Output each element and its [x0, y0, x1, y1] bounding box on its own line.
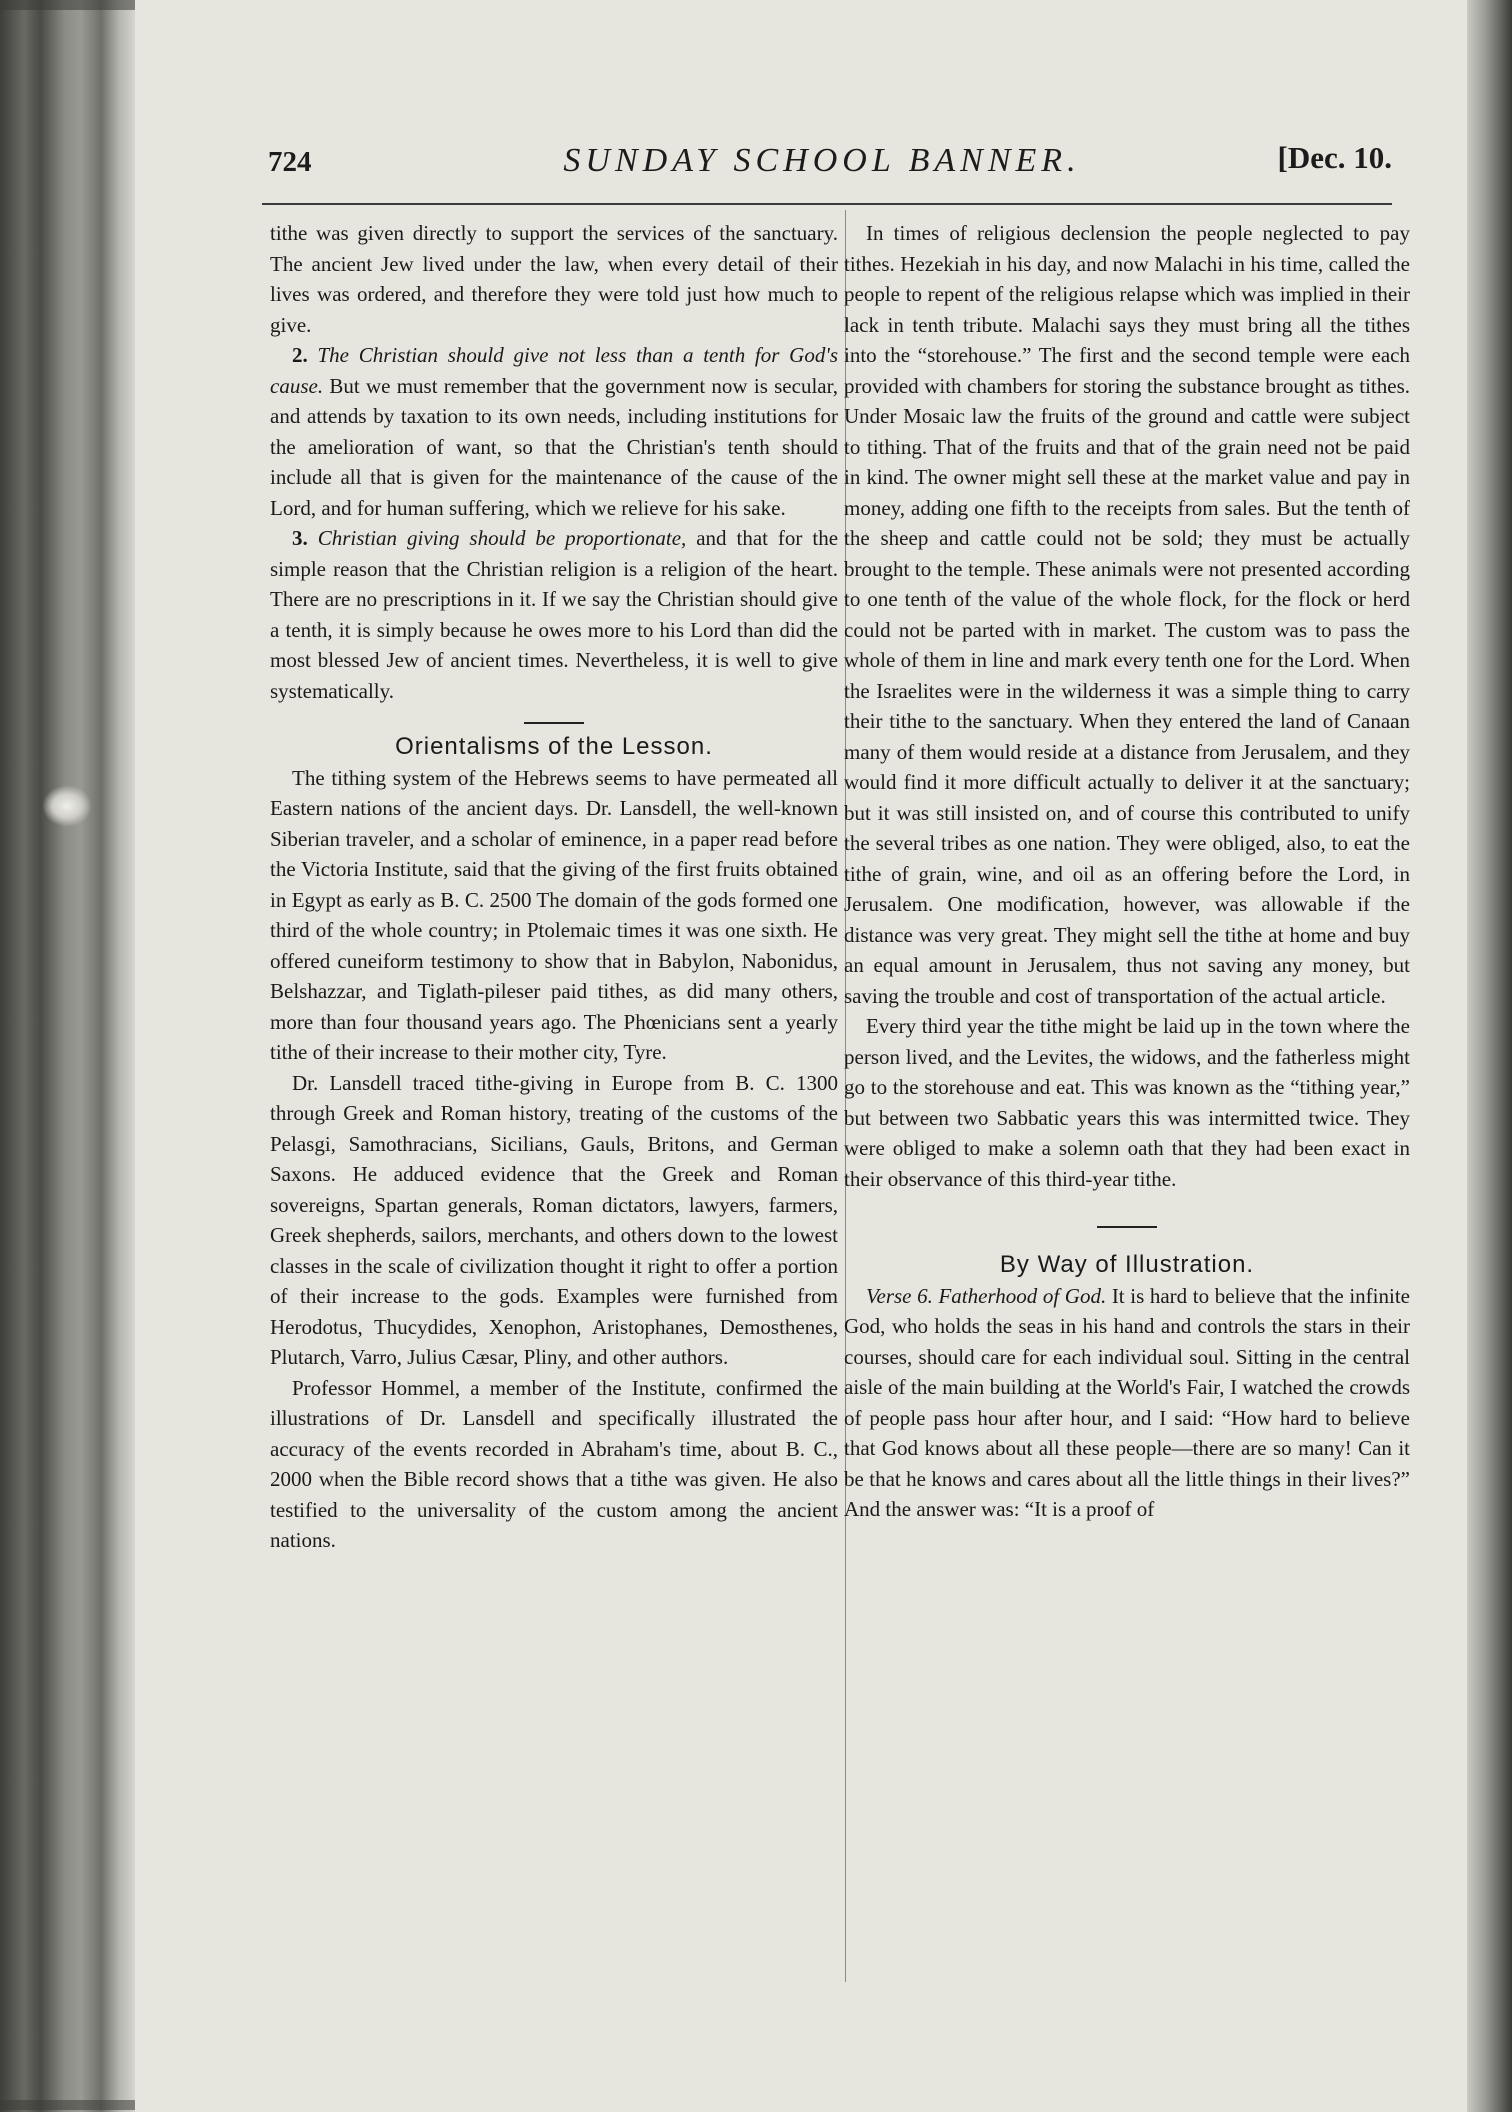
page-number: 724: [268, 146, 312, 178]
section-heading: By Way of Illustration.: [999, 1251, 1255, 1278]
paragraph: tithe was given directly to support the services of the sanctuary. The ancient Jew lived under the law, when every detail of their lives was ordered, and therefore they were told just how much to give.: [270, 221, 838, 337]
section-rule: [270, 706, 838, 732]
paragraph: Every third year the tithe might be laid up in the town where the person lived, and the Levites, the widows, and the fatherless might go to the storehouse and eat. This was known as the “tithing year,” but between two Sabbatic years this was intermitted twice. They were obliged to make a solemn oath that they had been exact in their observance of this third-year tithe.: [844, 1014, 1410, 1191]
paper-blemish: [42, 785, 92, 827]
paragraph: In times of religious declension the people neglected to pay tithes. Hezekiah in his day, and now Malachi in his time, called the people to repent of the religious relapse which was implied in their lack in tenth tribute. Malachi says they must bring all the tithes into the “storehouse.” The first and the second temple were each provided with chambers for storing the substance brought as tithes. Under Mosaic law the fruits of the ground and cattle were subject to tithing. That of the fruits and that of the grain need not be paid in kind. The owner might sell these at the market value and pay in money, adding one fifth to the receipts from sales. But the tenth of the sheep and cattle could not be sold; they must be actually brought to the temple. These animals were not presented according to one tenth of the value of the whole flock, for the flock or herd could not be parted with in market. The custom was to pass the whole of them in line and mark every tenth one for the Lord. When the Israelites were in the wilderness it was a simple thing to carry their tithe to the sanctuary. When they entered the land of Canaan many of them would reside at a distance from Jerusalem, and they would find it more difficult actually to deliver it at the sanctuary; but it was still insisted on, and of course this contributed to unify the several tribes as one nation. They were obliged, also, to eat the tithe of grain, wine, and oil as an offering before the Lord, in Jerusalem. One modification, however, was allowable if the distance was very great. They might sell the tithe at home and buy an equal amount in Jerusalem, thus not saving any money, but saving the trouble and cost of transportation of the actual article.: [844, 221, 1410, 1008]
paragraph-text: and that for the simple reason that the Christian religion is a religion of the heart. There are no prescriptions in it. If we say the Christian should give a tenth, it is simply because he owes more to his Lord than did the most blessed Jew of ancient times. Nevertheless, it is well to give systematically.: [270, 526, 839, 703]
page-edge: [1467, 0, 1512, 2112]
paragraph-text: It is hard to believe that the infinite God, who holds the seas in his hand and controls the stars in their courses, should care for each individual soul. Sitting in the central aisle of the main building at the World's Fair, I watched the crowds of people pass hour after hour, and I said: “How hard to believe that God knows about all these people—there are so many! Can it be that he knows and cares about all the little things in their lives?” And the answer was: “It is a proof of: [844, 1283, 1410, 1521]
paragraph-text: But we must remember that the government now is secular, and attends by taxation to its own needs, including institutions for the amelioration of want, so that the Christian's tenth should include all that is given for the maintenance of the cause of the Lord, and for human suffering, which we relieve for his sake.: [270, 373, 838, 520]
verse-reference: Verse 6. Fatherhood of God.: [866, 1283, 1107, 1308]
paragraph: [270, 340, 838, 523]
point-number: 3.: [292, 526, 308, 550]
issue-date: [Dec. 10.: [1277, 140, 1392, 175]
paragraph: Professor Hommel, a member of the Institute, confirmed the illustrations of Dr. Lansdell and specifically illustrated the accuracy of the events recorded in Abraham's time, about B. C., 2000 when the Bible record shows that a tithe was given. He also testified to the universality of the custom among the ancient nations.: [270, 1375, 838, 1552]
paragraph: [270, 523, 838, 706]
binding-band: [0, 2100, 135, 2110]
right-column: [844, 218, 1410, 1525]
book-binding: [0, 0, 135, 2112]
paragraph: Dr. Lansdell traced tithe-giving in Europe from B. C. 1300 through Greek and Roman history, treating of the customs of the Pelasgi, Samothracians, Sicilians, Gauls, Britons, and German Saxons. He adduced evidence that the Greek and Roman sovereigns, Spartan generals, Roman dictators, lawyers, farmers, Greek shepherds, sailors, merchants, and others down to the lowest classes in the scale of civilization thought it right to offer a portion of their increase to the gods. Examples were furnished from Herodotus, Thucydides, Xenophon, Aristophanes, Demosthenes, Plutarch, Varro, Julius Cæsar, Pliny, and other authors.: [270, 1070, 838, 1369]
left-column: [270, 218, 838, 1556]
running-header: [262, 134, 1392, 184]
publication-title: SUNDAY SCHOOL BANNER.: [563, 142, 1081, 179]
section-rule: [844, 1210, 1410, 1236]
paragraph: The tithing system of the Hebrews seems to have permeated all Eastern nations of the ancient days. Dr. Lansdell, the well-known Siberian traveler, and a scholar of eminence, in a paper read before the Victoria Institute, said that the giving of the first fruits obtained in Egypt as early as B. C. 2500 The domain of the gods formed one third of the whole country; in Ptolemaic times it was one sixth. He offered cuneiform testimony to show that in Babylon, Nabonidus, Belshazzar, and Tiglath-pileser paid tithes, as did many others, more than four thousand years ago. The Phœnicians sent a yearly tithe of their increase to their mother city, Tyre.: [270, 765, 838, 1064]
point-number: 2.: [292, 343, 308, 367]
binding-band: [0, 0, 135, 10]
section-heading: Orientalisms of the Lesson.: [395, 733, 713, 760]
paragraph: [844, 1281, 1410, 1525]
header-rule: [262, 203, 1392, 205]
point-title: Christian giving should be proportionate,: [317, 526, 687, 550]
point-title: The Christian should give not less than a tenth for God's cause.: [270, 343, 838, 398]
